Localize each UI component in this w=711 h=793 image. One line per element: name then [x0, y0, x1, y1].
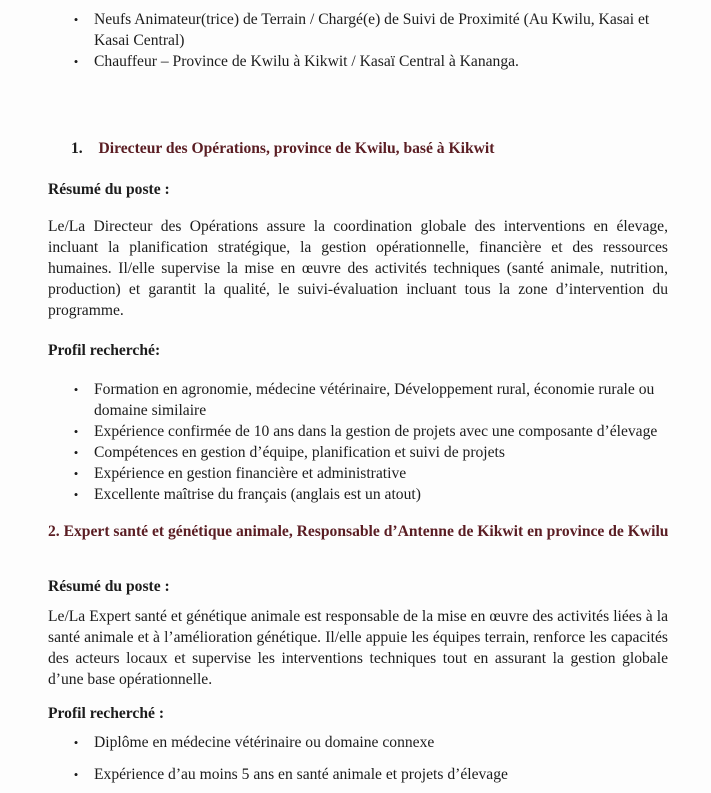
list-item-text: Compétences en gestion d’équipe, planification et suivi de projets [94, 444, 505, 461]
list-item [0, 764, 711, 785]
section1-heading [71, 138, 675, 159]
bullet-icon: • [73, 445, 79, 460]
list-item-text: Excellente maîtrise du français (anglais est un atout) [94, 486, 421, 503]
section1-summary-label: Résumé du poste : [48, 181, 170, 198]
list-item-text: Formation en agronomie, médecine vétérinaire, Développement rural, économie rurale ou domaine similaire [94, 381, 655, 419]
list-item [0, 463, 711, 484]
section2-number: 2. [48, 523, 60, 540]
list-item [0, 379, 711, 421]
section2-summary-label: Résumé du poste : [48, 578, 170, 595]
list-item [0, 51, 711, 72]
list-item-text: Expérience confirmée de 10 ans dans la gestion de projets avec une composante d’élevage [94, 423, 658, 440]
list-item [0, 442, 711, 463]
section1-summary-text: Le/La Directeur des Opérations assure la coordination globale des interventions en élevage, incluant la planification stratégique, la gestion opérationnelle, financière et des ressources humaines. Il/elle supervise la mise en œuvre des activités techniques (santé animale, nutrition, production) et garantit la qualité, le suivi-évaluation incluant tous la zone d’intervention du programme. [48, 218, 668, 319]
list-item-text: Expérience en gestion financière et administrative [94, 465, 407, 482]
list-item-text: Expérience d’au moins 5 ans en santé animale et projets d’élevage [94, 766, 508, 783]
section2-title: Expert santé et génétique animale, Responsable d’Antenne de Kikwit en province de Kwilu [63, 523, 669, 540]
section2-profile-label: Profil recherché : [48, 705, 165, 722]
bullet-icon: • [73, 735, 79, 750]
bullet-icon: • [73, 54, 79, 69]
section2-heading [48, 521, 675, 542]
list-item [0, 484, 711, 505]
list-item-text: Diplôme en médecine vétérinaire ou domaine connexe [94, 734, 435, 751]
list-item-text: Chauffeur – Province de Kwilu à Kikwit / Kasaï Central à Kananga. [94, 53, 519, 70]
list-item [0, 732, 711, 753]
section1-profile-list [0, 379, 711, 505]
list-item-text: Neufs Animateur(trice) de Terrain / Chargé(e) de Suivi de Proximité (Au Kwilu, Kasai et Kasai Central) [94, 11, 650, 49]
section2-summary-text: Le/La Expert santé et génétique animale est responsable de la mise en œuvre des activités liées à la santé animale et à l’amélioration génétique. Il/elle appuie les équipes terrain, renforce les capacités des acteurs locaux et supervise les interventions techniques tout en assurant la gestion globale d’une base opérationnelle. [48, 608, 668, 688]
section2-profile-list [0, 732, 711, 785]
section1-title: Directeur des Opérations, province de Kwilu, basé à Kikwit [98, 140, 495, 157]
bullet-icon: • [73, 424, 79, 439]
bullet-icon: • [73, 382, 79, 397]
list-item [0, 421, 711, 442]
bullet-icon: • [73, 466, 79, 481]
bullet-icon: • [73, 767, 79, 782]
intro-position-list [0, 9, 711, 72]
list-item [0, 9, 711, 51]
section1-profile-label: Profil recherché: [48, 342, 161, 359]
section1-number: 1. [71, 140, 83, 157]
bullet-icon: • [73, 12, 79, 27]
bullet-icon: • [73, 487, 79, 502]
